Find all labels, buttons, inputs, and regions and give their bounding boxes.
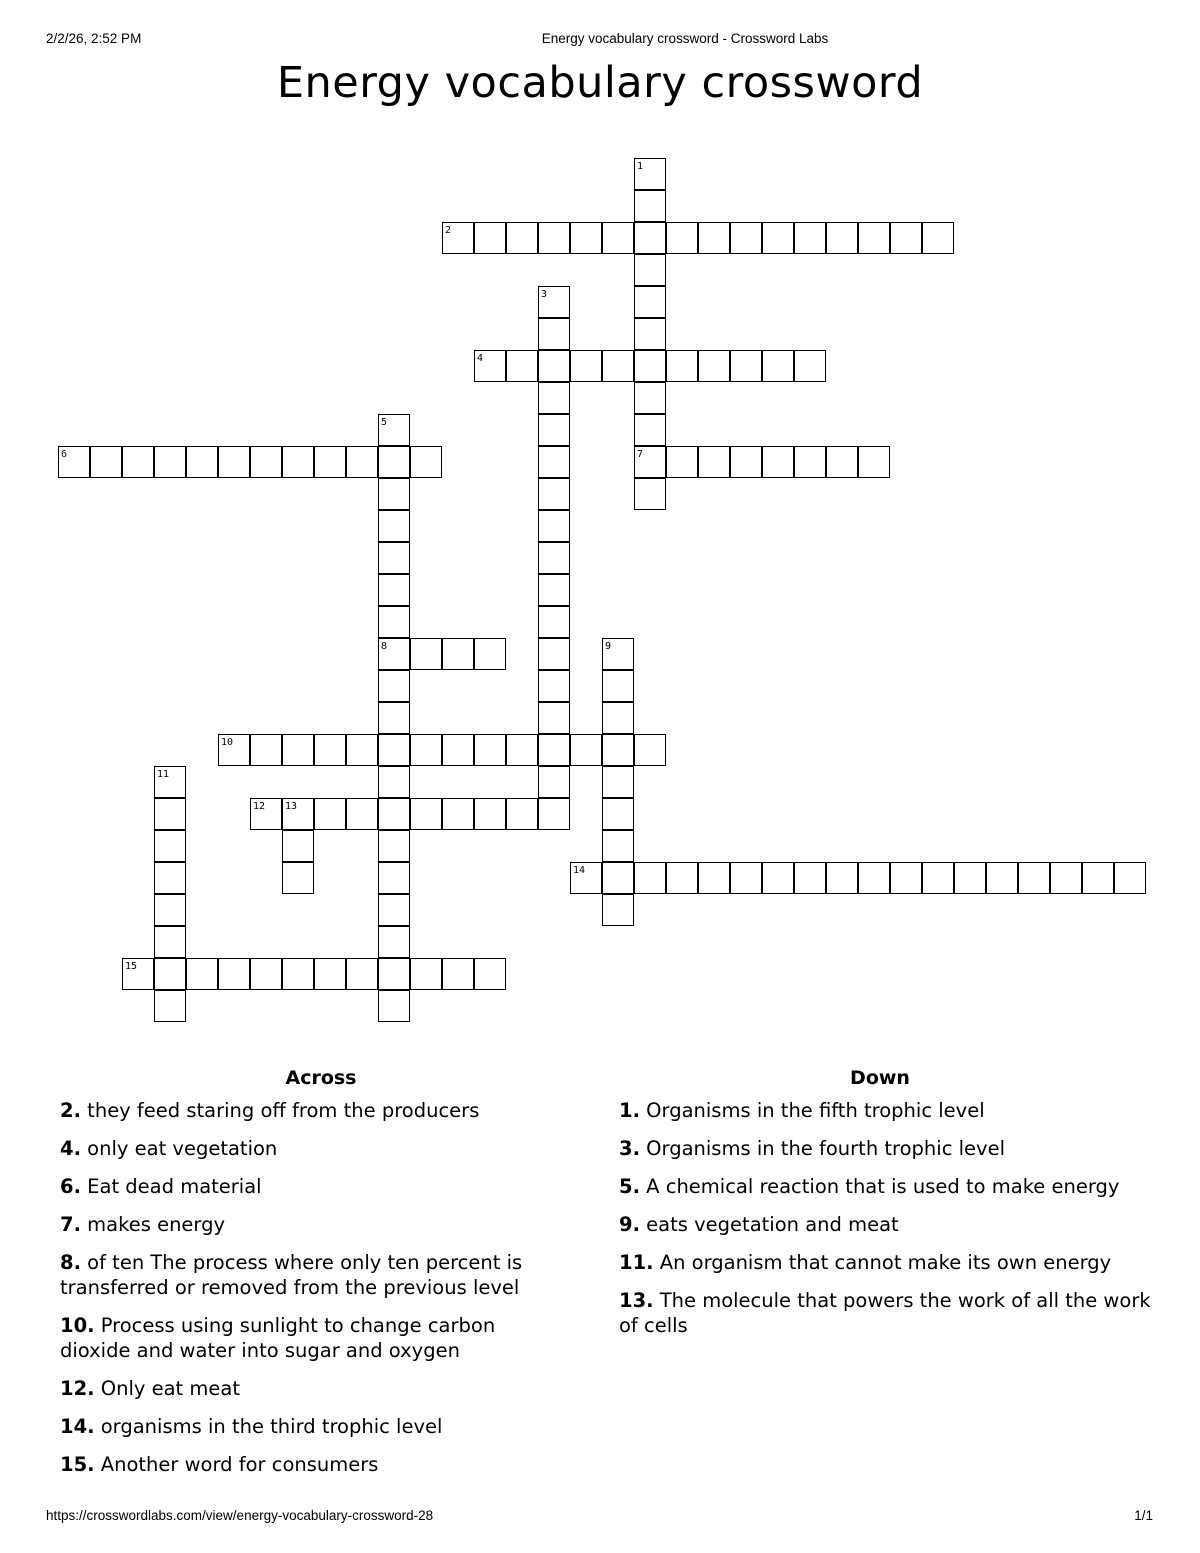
grid-cell[interactable] (1018, 862, 1050, 894)
clue-text: Organisms in the fourth trophic level (639, 1137, 1005, 1160)
grid-cell[interactable] (410, 446, 442, 478)
grid-cell[interactable] (762, 862, 794, 894)
grid-cell[interactable] (442, 638, 474, 670)
clue-number-label: 4 (477, 353, 484, 364)
clue-text: Only eat meat (94, 1377, 240, 1400)
grid-cell[interactable] (826, 446, 858, 478)
grid-cell[interactable] (410, 638, 442, 670)
grid-cell[interactable] (538, 382, 570, 414)
clue-number: 4. (60, 1137, 81, 1160)
grid-cell[interactable] (378, 862, 410, 894)
across-clue (60, 1313, 570, 1363)
grid-cell[interactable] (314, 958, 346, 990)
grid-cell[interactable] (634, 318, 666, 350)
grid-cell[interactable] (378, 734, 410, 766)
clue-number: 11. (619, 1251, 654, 1274)
down-clue (619, 1288, 1159, 1338)
grid-cell[interactable] (378, 510, 410, 542)
clue-number: 2. (60, 1099, 81, 1122)
grid-cell[interactable] (922, 862, 954, 894)
grid-cell[interactable] (410, 734, 442, 766)
grid-cell[interactable] (730, 446, 762, 478)
grid-cell[interactable] (1050, 862, 1082, 894)
grid-cell[interactable] (442, 734, 474, 766)
clue-text: they feed staring off from the producers (80, 1099, 480, 1122)
across-heading: Across (285, 1067, 357, 1089)
across-clue (60, 1376, 570, 1401)
grid-cell[interactable] (378, 830, 410, 862)
clue-number: 7. (60, 1213, 81, 1236)
grid-cell[interactable] (378, 990, 410, 1022)
grid-cell[interactable] (858, 446, 890, 478)
grid-cell[interactable] (538, 670, 570, 702)
grid-cell[interactable] (634, 862, 666, 894)
clue-number-label: 10 (221, 737, 234, 748)
grid-cell[interactable] (346, 446, 378, 478)
grid-cell[interactable] (602, 830, 634, 862)
down-clue (619, 1136, 1159, 1161)
clue-number: 3. (619, 1137, 640, 1160)
clue-number: 15. (60, 1453, 95, 1476)
grid-cell[interactable] (538, 766, 570, 798)
grid-cell[interactable] (570, 350, 602, 382)
across-clue (60, 1098, 570, 1123)
grid-cell[interactable] (506, 798, 538, 830)
grid-cell[interactable] (506, 222, 538, 254)
clue-number-label: 11 (157, 769, 170, 780)
grid-cell[interactable] (762, 222, 794, 254)
grid-cell[interactable] (794, 446, 826, 478)
print-page-number: 1/1 (1134, 1508, 1153, 1523)
grid-cell[interactable] (762, 350, 794, 382)
grid-cell[interactable] (154, 990, 186, 1022)
clue-number-label: 1 (637, 161, 644, 172)
grid-cell[interactable] (90, 446, 122, 478)
grid-cell[interactable] (634, 254, 666, 286)
grid-cell[interactable] (986, 862, 1018, 894)
grid-cell[interactable] (602, 894, 634, 926)
grid-cell[interactable] (538, 606, 570, 638)
grid-cell[interactable] (474, 958, 506, 990)
grid-cell[interactable] (570, 734, 602, 766)
clue-text: eats vegetation and meat (639, 1213, 899, 1236)
clue-number-label: 15 (125, 961, 138, 972)
grid-cell[interactable] (506, 350, 538, 382)
grid-cell[interactable] (282, 958, 314, 990)
grid-cell[interactable] (602, 862, 634, 894)
grid-cell[interactable] (698, 862, 730, 894)
grid-cell[interactable] (314, 734, 346, 766)
grid-cell[interactable] (154, 862, 186, 894)
clue-text: Eat dead material (80, 1175, 262, 1198)
grid-cell[interactable] (282, 734, 314, 766)
grid-cell[interactable] (378, 478, 410, 510)
grid-cell[interactable] (538, 222, 570, 254)
down-clue (619, 1212, 1159, 1237)
clue-number-label: 5 (381, 417, 388, 428)
clue-number: 12. (60, 1377, 95, 1400)
grid-cell[interactable] (762, 446, 794, 478)
grid-cell[interactable] (218, 958, 250, 990)
grid-cell[interactable] (858, 222, 890, 254)
grid-cell[interactable] (538, 478, 570, 510)
grid-cell[interactable] (282, 862, 314, 894)
clue-number: 14. (60, 1415, 95, 1438)
grid-cell[interactable] (442, 958, 474, 990)
print-timestamp: 2/2/26, 2:52 PM (46, 31, 142, 46)
grid-cell[interactable] (602, 702, 634, 734)
grid-cell[interactable] (538, 638, 570, 670)
grid-cell[interactable] (730, 862, 762, 894)
grid-cell[interactable] (346, 798, 378, 830)
down-clue-list (619, 1098, 1159, 1351)
grid-cell[interactable] (890, 862, 922, 894)
grid-cell[interactable] (314, 798, 346, 830)
clue-number-label: 8 (381, 641, 388, 652)
grid-cell[interactable] (826, 862, 858, 894)
grid-cell[interactable] (666, 446, 698, 478)
across-clue (60, 1136, 570, 1161)
grid-cell[interactable] (538, 414, 570, 446)
grid-cell[interactable] (474, 734, 506, 766)
clue-number-label: 6 (61, 449, 68, 460)
grid-cell[interactable] (858, 862, 890, 894)
grid-cell[interactable] (538, 542, 570, 574)
grid-cell[interactable] (378, 926, 410, 958)
grid-cell[interactable] (186, 958, 218, 990)
page-title: Energy vocabulary crossword (276, 58, 924, 108)
grid-cell[interactable] (602, 798, 634, 830)
grid-cell[interactable] (378, 798, 410, 830)
grid-cell[interactable] (410, 958, 442, 990)
grid-cell[interactable] (474, 798, 506, 830)
grid-cell[interactable] (538, 350, 570, 382)
down-clue (619, 1098, 1159, 1123)
grid-cell[interactable] (794, 862, 826, 894)
clue-number-label: 7 (637, 449, 644, 460)
grid-cell[interactable] (538, 702, 570, 734)
grid-cell[interactable] (378, 446, 410, 478)
grid-cell[interactable] (538, 446, 570, 478)
grid-cell[interactable] (474, 638, 506, 670)
clue-text: makes energy (80, 1213, 226, 1236)
grid-cell[interactable] (602, 350, 634, 382)
grid-cell[interactable] (250, 958, 282, 990)
grid-cell[interactable] (922, 222, 954, 254)
grid-cell[interactable] (602, 734, 634, 766)
grid-cell[interactable] (378, 542, 410, 574)
grid-cell[interactable] (474, 222, 506, 254)
print-page-title: Energy vocabulary crossword - Crossword Labs (541, 31, 829, 46)
across-clue-list (60, 1098, 570, 1490)
clue-number-label: 14 (573, 865, 586, 876)
grid-cell[interactable] (666, 350, 698, 382)
across-clue (60, 1414, 570, 1439)
clue-number: 8. (60, 1251, 81, 1274)
grid-cell[interactable] (698, 446, 730, 478)
grid-cell[interactable] (378, 766, 410, 798)
grid-cell[interactable] (730, 350, 762, 382)
grid-cell[interactable] (154, 798, 186, 830)
grid-cell[interactable] (218, 446, 250, 478)
clue-text: The molecule that powers the work of all the work of cells (619, 1289, 1151, 1337)
grid-cell[interactable] (634, 350, 666, 382)
grid-cell[interactable] (794, 222, 826, 254)
grid-cell[interactable] (794, 350, 826, 382)
grid-cell[interactable] (442, 798, 474, 830)
clue-text: only eat vegetation (80, 1137, 278, 1160)
clue-number: 9. (619, 1213, 640, 1236)
grid-cell[interactable] (634, 222, 666, 254)
grid-cell[interactable] (666, 222, 698, 254)
clue-number-label: 12 (253, 801, 266, 812)
grid-cell[interactable] (378, 574, 410, 606)
clue-number-label: 9 (605, 641, 612, 652)
grid-cell[interactable] (122, 446, 154, 478)
grid-cell[interactable] (730, 222, 762, 254)
grid-cell[interactable] (314, 446, 346, 478)
clue-text: Process using sunlight to change carbon dioxide and water into sugar and oxygen (60, 1314, 496, 1362)
grid-cell[interactable] (1114, 862, 1146, 894)
clue-number: 1. (619, 1099, 640, 1122)
clue-text: Another word for consumers (94, 1453, 379, 1476)
grid-cell[interactable] (890, 222, 922, 254)
grid-cell[interactable] (154, 446, 186, 478)
grid-cell[interactable] (698, 350, 730, 382)
grid-cell[interactable] (378, 606, 410, 638)
grid-cell[interactable] (410, 798, 442, 830)
grid-cell[interactable] (538, 798, 570, 830)
grid-cell[interactable] (538, 510, 570, 542)
clue-text: Organisms in the fifth trophic level (639, 1099, 985, 1122)
grid-cell[interactable] (282, 446, 314, 478)
across-clue (60, 1174, 570, 1199)
down-heading: Down (850, 1067, 910, 1089)
grid-cell[interactable] (634, 286, 666, 318)
clue-number-label: 3 (541, 289, 548, 300)
clue-text: An organism that cannot make its own energy (653, 1251, 1112, 1274)
grid-cell[interactable] (1082, 862, 1114, 894)
grid-cell[interactable] (378, 894, 410, 926)
grid-cell[interactable] (250, 446, 282, 478)
grid-cell[interactable] (154, 830, 186, 862)
across-clue (60, 1452, 570, 1477)
grid-cell[interactable] (570, 222, 602, 254)
clue-number-label: 13 (285, 801, 298, 812)
print-url: https://crosswordlabs.com/view/energy-vocabulary-crossword-28 (46, 1508, 434, 1523)
grid-cell[interactable] (154, 958, 186, 990)
grid-cell[interactable] (634, 734, 666, 766)
grid-cell[interactable] (634, 414, 666, 446)
grid-cell[interactable] (538, 574, 570, 606)
clue-number: 13. (619, 1289, 654, 1312)
grid-cell[interactable] (378, 670, 410, 702)
clue-text: organisms in the third trophic level (94, 1415, 443, 1438)
grid-cell[interactable] (634, 478, 666, 510)
clue-text: A chemical reaction that is used to make energy (639, 1175, 1120, 1198)
grid-cell[interactable] (250, 734, 282, 766)
grid-cell[interactable] (602, 670, 634, 702)
clue-number: 5. (619, 1175, 640, 1198)
grid-cell[interactable] (826, 222, 858, 254)
grid-cell[interactable] (634, 190, 666, 222)
down-clue (619, 1174, 1159, 1199)
grid-cell[interactable] (378, 958, 410, 990)
grid-cell[interactable] (538, 734, 570, 766)
grid-cell[interactable] (698, 222, 730, 254)
grid-cell[interactable] (282, 830, 314, 862)
grid-cell[interactable] (154, 894, 186, 926)
grid-cell[interactable] (346, 958, 378, 990)
grid-cell[interactable] (602, 222, 634, 254)
grid-cell[interactable] (154, 926, 186, 958)
grid-cell[interactable] (602, 766, 634, 798)
down-clue (619, 1250, 1159, 1275)
clue-number: 6. (60, 1175, 81, 1198)
clue-number-label: 2 (445, 225, 452, 236)
clue-text: of ten The process where only ten percent is transferred or removed from the previous level (60, 1251, 523, 1299)
clue-number: 10. (60, 1314, 95, 1337)
grid-cell[interactable] (538, 318, 570, 350)
across-clue (60, 1212, 570, 1237)
grid-cell[interactable] (346, 734, 378, 766)
grid-cell[interactable] (186, 446, 218, 478)
grid-cell[interactable] (666, 862, 698, 894)
grid-cell[interactable] (954, 862, 986, 894)
grid-cell[interactable] (378, 702, 410, 734)
across-clue (60, 1250, 570, 1300)
grid-cell[interactable] (506, 734, 538, 766)
grid-cell[interactable] (634, 382, 666, 414)
